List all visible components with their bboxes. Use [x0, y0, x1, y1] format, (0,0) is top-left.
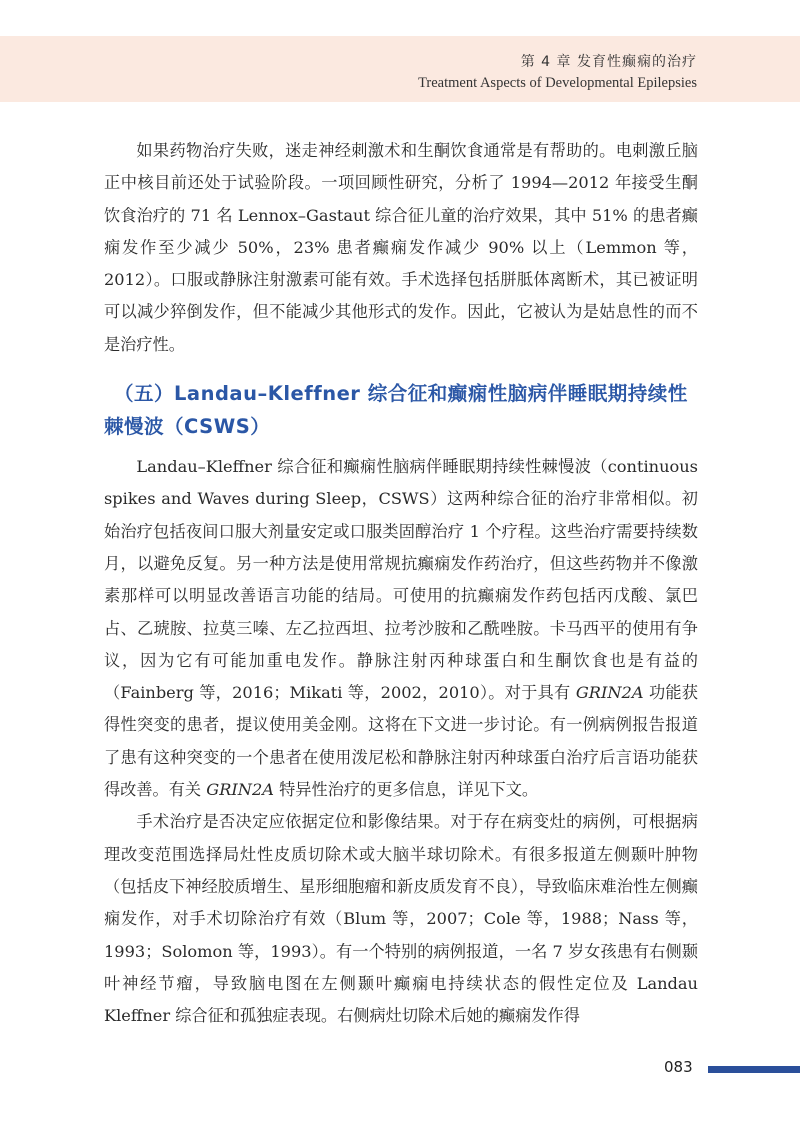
page-number: 083 [664, 1058, 693, 1076]
paragraph-text: 功能获得性突变的患者，提议使用美金刚。这将在下文进一步讨论。有一例病例报告报道了患有这种突变的一个患者在使用泼尼松和静脉注射丙种球蛋白治疗后言语功能获得改善。有关 [104, 683, 698, 800]
paragraph-treatment-failure: 如果药物治疗失败，迷走神经刺激术和生酮饮食通常是有帮助的。电刺激丘脑正中核目前还处于试验阶段。一项回顾性研究，分析了 1994—2012 年接受生酮饮食治疗的 71 名 Lennox–Gastaut 综合征儿童的治疗效果，其中 51% 的患者癫痫发作至少减少 50%，23% 患者癫痫发作减少 90% 以上（Lemmon 等，2012）。口服或静脉注射激素可能有效。手术选择包括胼胝体离断术，其已被证明可以减少猝倒发作，但不能减少其他形式的发作。因此，它被认为是姑息性的而不是治疗性。 [104, 141, 698, 354]
gene-name: GRIN2A [206, 780, 274, 800]
footer-accent-bar [708, 1066, 800, 1073]
gene-name: GRIN2A [575, 683, 644, 703]
paragraph-text: 特异性治疗的更多信息，详见下文。 [273, 780, 539, 800]
running-header-chapter-en: Treatment Aspects of Developmental Epilepsies [418, 75, 697, 91]
paragraph-lks-csws-treatment [104, 451, 698, 806]
running-header-chapter-cn: 第 4 章 发育性癫痫的治疗 [520, 54, 697, 70]
page-body [104, 135, 698, 1032]
paragraph-surgical-treatment: 手术治疗是否决定应依据定位和影像结果。对于存在病变灶的病例，可根据病理改变范围选择局灶性皮质切除术或大脑半球切除术。有很多报道左侧颞叶肿物（包括皮下神经胶质增生、星形细胞瘤和新皮质发育不良），导致临床难治性左侧癫痫发作，对手术切除治疗有效（Blum 等，2007；Cole 等，1988；Nass 等，1993；Solomon 等，1993）。有一个特别的病例报道，一名 7 岁女孩患有右侧颞叶神经节瘤，导致脑电图在左侧颞叶癫痫电持续状态的假性定位及 Landau Kleffner 综合征和孤独症表现。右侧病灶切除术后她的癫痫发作得 [104, 812, 698, 1026]
section-heading-lks-csws: （五）Landau–Kleffner 综合征和癫痫性脑病伴睡眠期持续性棘慢波（CSWS） [104, 382, 688, 439]
paragraph-text: Landau–Kleffner 综合征和癫痫性脑病伴睡眠期持续性棘慢波（continuous spikes and Waves during Sleep，CSWS）这两种综合征的治疗非常相似。初始治疗包括夜间口服大剂量安定或口服类固醇治疗 1 个疗程。这些治疗需要持续数月，以避免反复。另一种方法是使用常规抗癫痫发作药治疗，但这些药物并不像激素那样可以明显改善语言功能的结局。可使用的抗癫痫发作药包括丙戊酸、氯巴占、乙琥胺、拉莫三嗪、左乙拉西坦、拉考沙胺和乙酰唑胺。卡马西平的使用有争议，因为它有可能加重电发作。静脉注射丙种球蛋白和生酮饮食也是有益的（Fainberg 等，2016；Mikati 等，2002，2010）。对于具有 [104, 457, 698, 703]
